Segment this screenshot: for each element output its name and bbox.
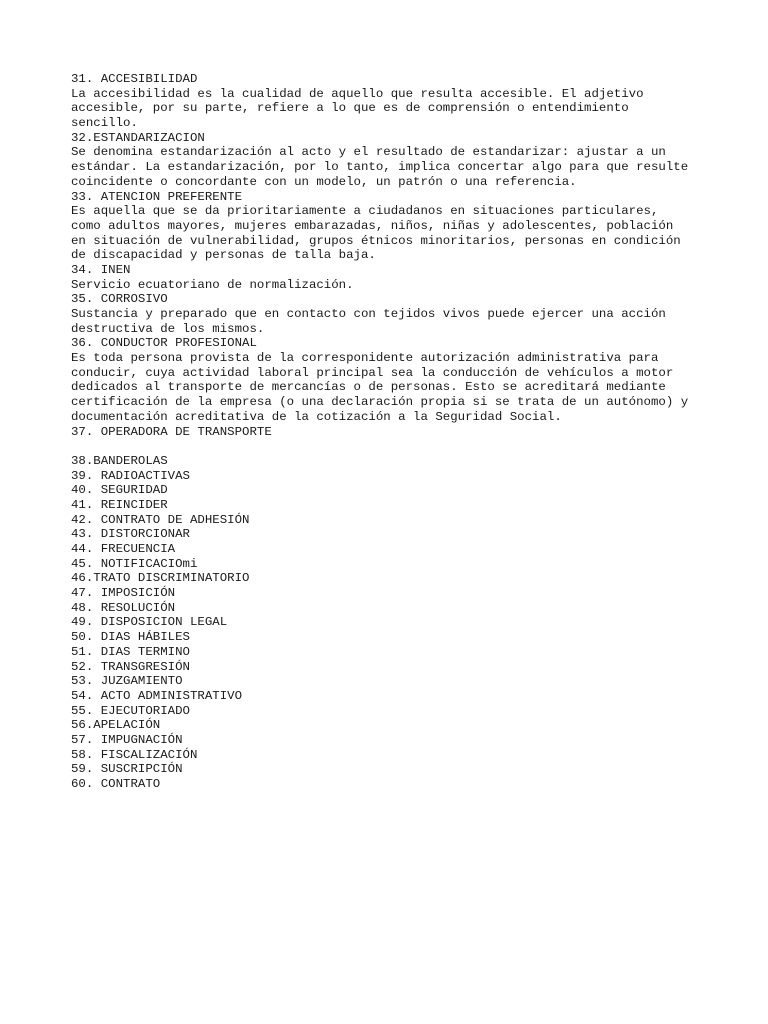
term-list-item: 57. IMPUGNACIÓN xyxy=(71,732,183,747)
entry-text-line: coincidente o concordante con un modelo, un patrón o una referencia. xyxy=(71,174,577,189)
glossary-entry xyxy=(71,190,731,263)
glossary-entry xyxy=(71,425,731,440)
term-list-item: 39. RADIOACTIVAS xyxy=(71,468,190,483)
term-list-item: 56.APELACIÓN xyxy=(71,718,161,733)
entry-text-line: dedicados al transporte de mercancías o de personas. Esto se acreditará mediante xyxy=(71,380,666,395)
glossary-entry xyxy=(71,336,731,424)
term-list-item: 38.BANDEROLAS xyxy=(71,453,168,468)
entry-text-line: como adultos mayores, mujeres embarazadas, niños, niñas y adolescentes, población xyxy=(71,218,674,233)
glossary-entry xyxy=(71,72,731,131)
entry-text-line: conducir, cuya actividad laboral principal sea la conducción de vehículos a motor xyxy=(71,365,674,380)
term-list-item: 54. ACTO ADMINISTRATIVO xyxy=(71,688,243,703)
document-page xyxy=(71,72,731,792)
term-list-item: 40. SEGURIDAD xyxy=(71,483,168,498)
term-list-item: 42. CONTRATO DE ADHESIÓN xyxy=(71,512,250,527)
entry-text-line: Sustancia y preparado que en contacto con tejidos vivos puede ejercer una acción xyxy=(71,307,666,321)
term-list-item: 52. TRANSGRESIÓN xyxy=(71,659,190,674)
entry-heading: 36. CONDUCTOR PROFESIONAL xyxy=(71,336,257,351)
entry-text-line: estándar. La estandarización, por lo tanto, implica concertar algo para que resulte xyxy=(71,160,689,175)
term-list-item: 53. JUZGAMIENTO xyxy=(71,674,183,689)
term-list xyxy=(71,454,731,792)
entry-text-line: en situación de vulnerabilidad, grupos étnicos minoritarios, personas en condición xyxy=(71,233,681,248)
entry-text-line: certificación de la empresa (o una declaración propia si se trata de un autónomo) y xyxy=(71,395,689,410)
entry-text-line: de discapacidad y personas de talla baja. xyxy=(71,248,376,263)
entry-text-line: Se denomina estandarización al acto y el resultado de estandarizar: ajustar a un xyxy=(71,145,666,160)
term-list-item: 41. REINCIDER xyxy=(71,497,168,512)
glossary-entry xyxy=(71,131,731,190)
term-list-item: 43. DISTORCIONAR xyxy=(71,527,190,542)
entry-heading: 35. CORROSIVO xyxy=(71,292,168,307)
entry-heading: 32.ESTANDARIZACION xyxy=(71,130,205,145)
term-list-item: 55. EJECUTORIADO xyxy=(71,703,190,718)
entry-text-line: destructiva de los mismos. xyxy=(71,321,265,336)
term-list-item: 47. IMPOSICIÓN xyxy=(71,586,176,601)
entry-text-line: accesible, por su parte, refiere a lo que es de comprensión o entendimiento xyxy=(71,101,629,116)
entry-heading: 34. INEN xyxy=(71,262,131,277)
blank-line-spacer xyxy=(71,439,731,454)
term-list-item: 44. FRECUENCIA xyxy=(71,542,176,556)
term-list-item: 45. NOTIFICACIOmi xyxy=(71,556,198,571)
entry-heading: 31. ACCESIBILIDAD xyxy=(71,72,198,86)
entry-text-line: sencillo. xyxy=(71,116,138,131)
term-list-item: 58. FISCALIZACIÓN xyxy=(71,747,198,762)
term-list-item: 50. DIAS HÁBILES xyxy=(71,630,190,645)
term-list-item: 48. RESOLUCIÓN xyxy=(71,600,176,615)
entry-heading: 37. OPERADORA DE TRANSPORTE xyxy=(71,424,272,439)
term-list-item: 60. CONTRATO xyxy=(71,777,161,791)
glossary-entry xyxy=(71,263,731,292)
entry-text-line: documentación acreditativa de la cotización a la Seguridad Social. xyxy=(71,409,562,424)
entry-heading: 33. ATENCION PREFERENTE xyxy=(71,189,243,204)
entry-text-line: La accesibilidad es la cualidad de aquello que resulta accesible. El adjetivo xyxy=(71,86,644,101)
entry-text-line: Servicio ecuatoriano de normalización. xyxy=(71,277,354,292)
term-list-item: 49. DISPOSICION LEGAL xyxy=(71,615,228,630)
entry-text-line: Es aquella que se da prioritariamente a ciudadanos en situaciones particulares, xyxy=(71,204,659,219)
entry-text-line: Es toda persona provista de la corresponidente autorización administrativa para xyxy=(71,351,659,366)
term-list-item: 46.TRATO DISCRIMINATORIO xyxy=(71,571,250,586)
term-list-item: 59. SUSCRIPCIÓN xyxy=(71,762,183,777)
term-list-item: 51. DIAS TERMINO xyxy=(71,644,190,659)
glossary-entry xyxy=(71,292,731,336)
